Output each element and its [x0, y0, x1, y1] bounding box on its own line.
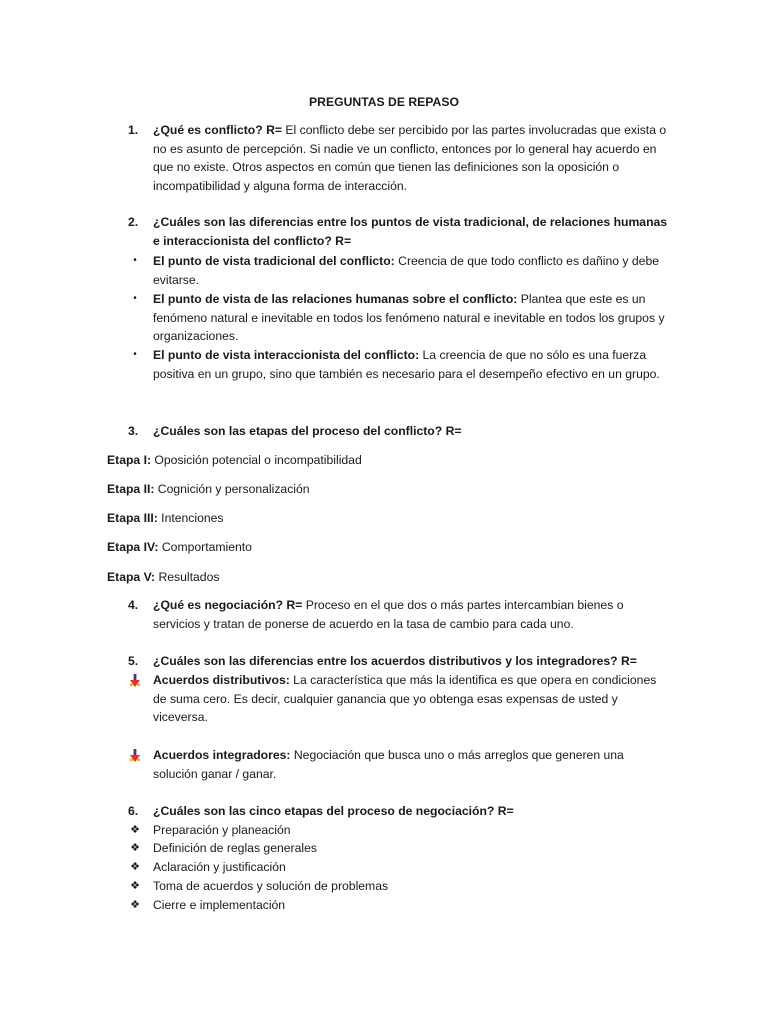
bullet-icon: •: [133, 255, 137, 266]
diamond-bullet-icon: ❖: [130, 880, 140, 892]
question-5-prompt: ¿Cuáles son las diferencias entre los acuerdos distributivos y los integradores? R=: [153, 654, 637, 668]
stage-text: Cognición y personalización: [154, 482, 310, 496]
stage-label: Etapa IV:: [107, 540, 159, 554]
list-item: [128, 839, 668, 858]
stage-text: Oposición potencial o incompatibilidad: [151, 453, 362, 467]
diamond-bullet-icon: ❖: [130, 899, 140, 911]
question-number: 3.: [128, 424, 139, 438]
list-item: [128, 346, 668, 383]
bullet-text: Negociación que busca uno o más arreglos que generen una solución ganar / ganar.: [153, 748, 624, 781]
list-item: [128, 858, 668, 877]
stage-item: [107, 568, 707, 587]
question-number: 2.: [128, 215, 139, 229]
list-item: [128, 671, 668, 727]
bullet-text: La creencia de que no sólo es una fuerza positiva en un grupo, sino que también es necesario para el desempeño efectivo en un grupo.: [153, 348, 660, 381]
stage-text: Resultados: [155, 570, 220, 584]
negotiation-stage: Cierre e implementación: [153, 898, 286, 912]
question-4-answer: Proceso en el que dos o más partes intercambian bienes o servicios y tratan de ponerse de acuerdo en la tasa de cambio para cada uno.: [153, 598, 624, 631]
question-1-prompt: ¿Qué es conflicto? R=: [153, 123, 283, 137]
diamond-bullet-icon: ❖: [130, 861, 140, 873]
bullet-term: Acuerdos distributivos:: [153, 673, 290, 687]
stage-item: [107, 451, 707, 470]
question-4-prompt: ¿Qué es negociación? R=: [153, 598, 303, 612]
stage-label: Etapa II:: [107, 482, 155, 496]
question-1-answer: El conflicto debe ser percibido por las partes involucradas que exista o no es asunto de percepción. Si nadie ve un conflicto, entonces por lo general hay acuerdo en que no existe. Otros aspectos en común que tienen las definiciones son la oposición o incompatibilidad y alguna forma de interacción.: [153, 123, 667, 193]
stage-item: [107, 509, 707, 528]
list-item: [128, 877, 668, 896]
list-item: [128, 896, 668, 915]
stage-text: Intenciones: [157, 511, 224, 525]
negotiation-stage: Preparación y planeación: [153, 823, 291, 837]
stage-label: Etapa I:: [107, 453, 152, 467]
diamond-bullet-icon: ❖: [130, 842, 140, 854]
arrow-bullet-icon: [130, 749, 140, 762]
list-item: [128, 746, 668, 783]
question-2: [128, 213, 668, 250]
negotiation-stage: Definición de reglas generales: [153, 841, 317, 855]
question-6: [128, 802, 668, 821]
bullet-term: Acuerdos integradores:: [153, 748, 291, 762]
bullet-text: Creencia de que todo conflicto es dañino y debe evitarse.: [153, 254, 659, 287]
question-2-prompt: ¿Cuáles son las diferencias entre los puntos de vista tradicional, de relaciones humanas e interaccionista del conflicto? R=: [153, 215, 668, 248]
page-title: PREGUNTAS DE REPASO: [309, 95, 459, 109]
stage-label: Etapa III:: [107, 511, 158, 525]
question-1: [128, 121, 668, 195]
bullet-term: El punto de vista tradicional del conflicto:: [153, 254, 395, 268]
stage-label: Etapa V:: [107, 570, 156, 584]
bullet-icon: •: [133, 293, 137, 304]
bullet-term: El punto de vista interaccionista del conflicto:: [153, 348, 420, 362]
negotiation-stage: Aclaración y justificación: [153, 860, 286, 874]
question-number: 1.: [128, 123, 139, 137]
question-number: 5.: [128, 654, 139, 668]
question-number: 4.: [128, 598, 139, 612]
bullet-icon: •: [133, 349, 137, 360]
stage-item: [107, 538, 707, 557]
list-item: [128, 821, 668, 840]
diamond-bullet-icon: ❖: [130, 824, 140, 836]
bullet-term: El punto de vista de las relaciones humanas sobre el conflicto:: [153, 292, 518, 306]
question-5: [128, 652, 668, 671]
bullet-text: Plantea que este es un fenómeno natural e inevitable en todos los fenómeno natural e inevitable en todos los grupos y organizaciones.: [153, 292, 665, 344]
arrow-bullet-icon: [130, 674, 140, 687]
question-3-prompt: ¿Cuáles son las etapas del proceso del conflicto? R=: [153, 424, 462, 438]
stage-text: Comportamiento: [158, 540, 252, 554]
stage-item: [107, 480, 707, 499]
question-6-prompt: ¿Cuáles son las cinco etapas del proceso de negociación? R=: [153, 804, 514, 818]
question-4: [128, 596, 668, 633]
list-item: [128, 252, 668, 289]
bullet-text: La característica que más la identifica es que opera en condiciones de suma cero. Es decir, cualquier ganancia que yo obtenga esas expensas de usted y viceversa.: [153, 673, 657, 725]
list-item: [128, 290, 668, 346]
question-number: 6.: [128, 804, 139, 818]
negotiation-stage: Toma de acuerdos y solución de problemas: [153, 879, 389, 893]
question-3: [128, 422, 668, 441]
